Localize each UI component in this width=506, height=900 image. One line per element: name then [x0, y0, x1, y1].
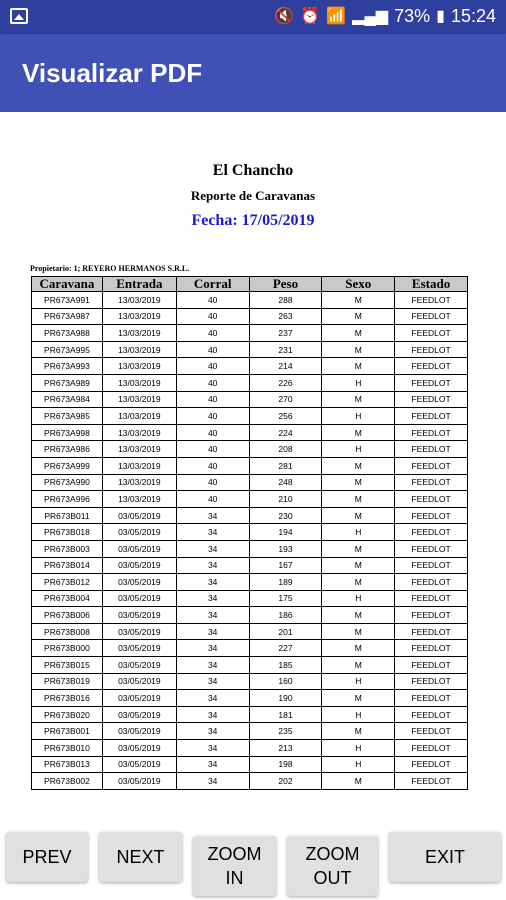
table-cell: H	[322, 441, 395, 458]
table-cell: 40	[176, 491, 249, 508]
exit-button[interactable]: EXIT	[389, 832, 501, 882]
table-cell: 40	[176, 391, 249, 408]
table-row	[32, 706, 468, 723]
zoom-in-button[interactable]: ZOOM IN	[193, 836, 276, 896]
table-cell: PR673A986	[32, 441, 103, 458]
table-cell: 13/03/2019	[102, 457, 176, 474]
table-row	[32, 308, 468, 325]
table-cell: M	[322, 507, 395, 524]
table-cell: FEEDLOT	[395, 441, 468, 458]
table-cell: 224	[249, 424, 322, 441]
table-cell: 40	[176, 374, 249, 391]
clock: 15:24	[450, 6, 496, 26]
table-row	[32, 540, 468, 557]
table-cell: 34	[176, 756, 249, 773]
column-header: Estado	[395, 277, 468, 292]
table-cell: FEEDLOT	[395, 308, 468, 325]
table-cell: 13/03/2019	[102, 341, 176, 358]
table-cell: 03/05/2019	[102, 557, 176, 574]
table-cell: PR673B012	[32, 574, 103, 591]
button-bar	[0, 822, 506, 900]
table-cell: PR673A998	[32, 424, 103, 441]
table-cell: FEEDLOT	[395, 491, 468, 508]
next-button[interactable]: NEXT	[99, 832, 182, 882]
table-cell: FEEDLOT	[395, 341, 468, 358]
table-cell: M	[322, 391, 395, 408]
table-cell: PR673B002	[32, 773, 103, 790]
table-cell: 34	[176, 657, 249, 674]
table-cell: 03/05/2019	[102, 524, 176, 541]
table-cell: 256	[249, 408, 322, 425]
table-cell: 34	[176, 640, 249, 657]
table-cell: 167	[249, 557, 322, 574]
table-cell: 13/03/2019	[102, 325, 176, 342]
table-cell: FEEDLOT	[395, 574, 468, 591]
table-cell: FEEDLOT	[395, 657, 468, 674]
table-cell: M	[322, 308, 395, 325]
table-cell: 03/05/2019	[102, 607, 176, 624]
table-cell: 03/05/2019	[102, 574, 176, 591]
table-cell: 186	[249, 607, 322, 624]
table-cell: 40	[176, 341, 249, 358]
table-cell: PR673A987	[32, 308, 103, 325]
table-cell: FEEDLOT	[395, 640, 468, 657]
table-header-row	[32, 277, 468, 292]
table-row	[32, 341, 468, 358]
pdf-viewer[interactable]	[0, 112, 506, 822]
table-cell: PR673B003	[32, 540, 103, 557]
table-cell: FEEDLOT	[395, 690, 468, 707]
table-cell: 03/05/2019	[102, 540, 176, 557]
table-cell: 13/03/2019	[102, 292, 176, 309]
table-cell: 193	[249, 540, 322, 557]
table-row	[32, 623, 468, 640]
table-cell: PR673A995	[32, 341, 103, 358]
table-cell: 226	[249, 374, 322, 391]
table-cell: H	[322, 408, 395, 425]
table-cell: FEEDLOT	[395, 756, 468, 773]
table-row	[32, 590, 468, 607]
battery-icon: ▮	[436, 7, 445, 25]
table-cell: 34	[176, 574, 249, 591]
report-company: El Chancho	[212, 162, 294, 179]
table-cell: 227	[249, 640, 322, 657]
table-cell: 270	[249, 391, 322, 408]
table-cell: FEEDLOT	[395, 524, 468, 541]
table-cell: 13/03/2019	[102, 308, 176, 325]
table-cell: H	[322, 524, 395, 541]
table-cell: 185	[249, 657, 322, 674]
table-cell: M	[322, 723, 395, 740]
table-cell: PR673B008	[32, 623, 103, 640]
table-cell: 181	[249, 706, 322, 723]
table-cell: M	[322, 341, 395, 358]
table-cell: 230	[249, 507, 322, 524]
table-cell: 34	[176, 524, 249, 541]
table-cell: H	[322, 706, 395, 723]
table-cell: 13/03/2019	[102, 374, 176, 391]
table-cell: 40	[176, 441, 249, 458]
table-row	[32, 673, 468, 690]
table-row	[32, 524, 468, 541]
table-cell: 03/05/2019	[102, 640, 176, 657]
table-cell: 214	[249, 358, 322, 375]
table-cell: M	[322, 424, 395, 441]
table-cell: FEEDLOT	[395, 474, 468, 491]
table-cell: PR673B018	[32, 524, 103, 541]
table-cell: PR673B019	[32, 673, 103, 690]
table-cell: FEEDLOT	[395, 607, 468, 624]
table-cell: 160	[249, 673, 322, 690]
table-cell: 03/05/2019	[102, 623, 176, 640]
table-cell: 288	[249, 292, 322, 309]
table-cell: 210	[249, 491, 322, 508]
table-cell: FEEDLOT	[395, 374, 468, 391]
table-cell: FEEDLOT	[395, 740, 468, 757]
table-cell: PR673A999	[32, 457, 103, 474]
table-cell: 13/03/2019	[102, 424, 176, 441]
table-cell: 13/03/2019	[102, 358, 176, 375]
table-cell: 40	[176, 292, 249, 309]
table-row	[32, 723, 468, 740]
table-cell: 13/03/2019	[102, 408, 176, 425]
table-cell: PR673A984	[32, 391, 103, 408]
table-cell: PR673A985	[32, 408, 103, 425]
table-row	[32, 491, 468, 508]
table-cell: PR673B014	[32, 557, 103, 574]
table-cell: FEEDLOT	[395, 706, 468, 723]
table-cell: 03/05/2019	[102, 723, 176, 740]
report-date: Fecha: 17/05/2019	[191, 212, 315, 229]
table-cell: FEEDLOT	[395, 540, 468, 557]
table-cell: FEEDLOT	[395, 408, 468, 425]
table-row	[32, 607, 468, 624]
table-cell: 175	[249, 590, 322, 607]
table-cell: PR673B011	[32, 507, 103, 524]
table-row	[32, 325, 468, 342]
table-cell: PR673A988	[32, 325, 103, 342]
report-subtitle: Reporte de Caravanas	[190, 188, 316, 203]
table-row	[32, 640, 468, 657]
table-cell: 34	[176, 557, 249, 574]
alarm-icon: ⏰	[300, 7, 321, 25]
table-cell: FEEDLOT	[395, 391, 468, 408]
table-cell: 13/03/2019	[102, 391, 176, 408]
app-bar	[0, 34, 506, 112]
table-body	[32, 292, 468, 790]
table-cell: FEEDLOT	[395, 623, 468, 640]
table-row	[32, 441, 468, 458]
table-cell: 202	[249, 773, 322, 790]
table-row	[32, 408, 468, 425]
table-row	[32, 507, 468, 524]
table-cell: 40	[176, 474, 249, 491]
report-owner: Propietario: 1; REYERO HERMANOS S.R.L.	[30, 264, 190, 273]
table-cell: FEEDLOT	[395, 773, 468, 790]
table-cell: PR673B000	[32, 640, 103, 657]
table-cell: 13/03/2019	[102, 491, 176, 508]
table-row	[32, 374, 468, 391]
signal-icon: ▂▄▆	[352, 7, 389, 25]
table-cell: M	[322, 557, 395, 574]
table-cell: PR673A993	[32, 358, 103, 375]
image-notification-icon	[10, 8, 28, 24]
table-row	[32, 657, 468, 674]
table-cell: 03/05/2019	[102, 706, 176, 723]
zoom-out-button[interactable]: ZOOM OUT	[287, 836, 378, 896]
table-cell: H	[322, 740, 395, 757]
table-cell: 34	[176, 607, 249, 624]
table-cell: M	[322, 623, 395, 640]
table-cell: PR673B001	[32, 723, 103, 740]
table-cell: 03/05/2019	[102, 740, 176, 757]
table-row	[32, 457, 468, 474]
table-cell: M	[322, 640, 395, 657]
table-cell: PR673B010	[32, 740, 103, 757]
table-cell: 03/05/2019	[102, 657, 176, 674]
table-row	[32, 557, 468, 574]
table-cell: 34	[176, 623, 249, 640]
table-row	[32, 756, 468, 773]
app-title: Visualizar PDF	[22, 58, 203, 88]
table-cell: 03/05/2019	[102, 690, 176, 707]
table-cell: FEEDLOT	[395, 673, 468, 690]
table-cell: 263	[249, 308, 322, 325]
table-cell: 34	[176, 740, 249, 757]
table-cell: 03/05/2019	[102, 507, 176, 524]
table-cell: 13/03/2019	[102, 474, 176, 491]
table-cell: FEEDLOT	[395, 424, 468, 441]
table-cell: PR673A989	[32, 374, 103, 391]
table-cell: M	[322, 358, 395, 375]
table-cell: M	[322, 540, 395, 557]
table-cell: 231	[249, 341, 322, 358]
table-cell: H	[322, 374, 395, 391]
status-bar	[0, 0, 506, 34]
column-header: Caravana	[32, 277, 103, 292]
table-cell: M	[322, 607, 395, 624]
table-cell: PR673B006	[32, 607, 103, 624]
table-cell: FEEDLOT	[395, 292, 468, 309]
table-cell: FEEDLOT	[395, 507, 468, 524]
table-cell: 237	[249, 325, 322, 342]
mute-icon: 🔇	[274, 7, 295, 25]
table-cell: 213	[249, 740, 322, 757]
table-row	[32, 391, 468, 408]
table-cell: 34	[176, 690, 249, 707]
table-cell: PR673A991	[32, 292, 103, 309]
table-row	[32, 574, 468, 591]
table-row	[32, 474, 468, 491]
wifi-icon: 📶	[326, 7, 347, 25]
table-cell: M	[322, 292, 395, 309]
table-cell: M	[322, 474, 395, 491]
table-cell: PR673B015	[32, 657, 103, 674]
column-header: Peso	[249, 277, 322, 292]
table-cell: M	[322, 574, 395, 591]
table-row	[32, 424, 468, 441]
table-cell: FEEDLOT	[395, 557, 468, 574]
table-cell: H	[322, 756, 395, 773]
table-cell: 13/03/2019	[102, 441, 176, 458]
table-cell: FEEDLOT	[395, 358, 468, 375]
table-cell: 03/05/2019	[102, 673, 176, 690]
table-cell: 189	[249, 574, 322, 591]
status-icons	[274, 6, 496, 27]
table-cell: PR673B016	[32, 690, 103, 707]
column-header: Entrada	[102, 277, 176, 292]
table-cell: 201	[249, 623, 322, 640]
column-header: Corral	[176, 277, 249, 292]
table-row	[32, 740, 468, 757]
table-cell: 40	[176, 424, 249, 441]
column-header: Sexo	[322, 277, 395, 292]
table-cell: 40	[176, 408, 249, 425]
table-cell: FEEDLOT	[395, 590, 468, 607]
battery-percent: 73%	[394, 6, 431, 26]
table-cell: 40	[176, 308, 249, 325]
table-cell: M	[322, 457, 395, 474]
table-cell: 208	[249, 441, 322, 458]
table-cell: 235	[249, 723, 322, 740]
table-cell: 40	[176, 325, 249, 342]
table-cell: PR673B020	[32, 706, 103, 723]
table-row	[32, 690, 468, 707]
table-cell: FEEDLOT	[395, 457, 468, 474]
table-row	[32, 358, 468, 375]
prev-button[interactable]: PREV	[6, 832, 88, 882]
table-cell: 281	[249, 457, 322, 474]
table-row	[32, 773, 468, 790]
table-cell: 34	[176, 673, 249, 690]
table-cell: FEEDLOT	[395, 325, 468, 342]
table-cell: PR673A996	[32, 491, 103, 508]
table-cell: 34	[176, 540, 249, 557]
table-cell: M	[322, 325, 395, 342]
table-cell: H	[322, 673, 395, 690]
table-cell: 40	[176, 457, 249, 474]
table-cell: M	[322, 491, 395, 508]
table-cell: 248	[249, 474, 322, 491]
report-table	[31, 276, 468, 790]
table-cell: 34	[176, 706, 249, 723]
table-cell: 34	[176, 773, 249, 790]
table-cell: 194	[249, 524, 322, 541]
table-cell: 34	[176, 590, 249, 607]
table-cell: PR673B013	[32, 756, 103, 773]
table-cell: M	[322, 690, 395, 707]
table-cell: 34	[176, 507, 249, 524]
table-cell: PR673A990	[32, 474, 103, 491]
table-cell: 190	[249, 690, 322, 707]
table-cell: 03/05/2019	[102, 590, 176, 607]
table-cell: 03/05/2019	[102, 756, 176, 773]
table-cell: 34	[176, 723, 249, 740]
table-cell: M	[322, 657, 395, 674]
table-cell: 198	[249, 756, 322, 773]
table-cell: FEEDLOT	[395, 723, 468, 740]
table-row	[32, 292, 468, 309]
table-cell: PR673B004	[32, 590, 103, 607]
table-cell: M	[322, 773, 395, 790]
table-cell: 03/05/2019	[102, 773, 176, 790]
table-cell: H	[322, 590, 395, 607]
table-cell: 40	[176, 358, 249, 375]
